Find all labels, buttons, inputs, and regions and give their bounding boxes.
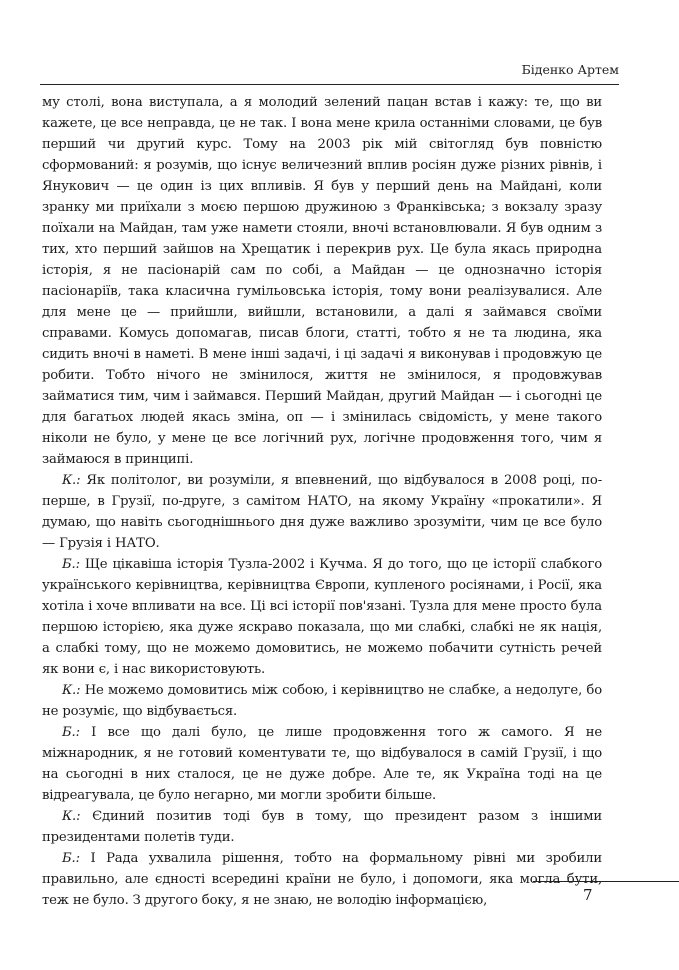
speaker-label: К.: xyxy=(62,809,81,824)
paragraph-text: І все що далі було, це лише продовження того ж самого. Я не міжнародник, я не готовий коментувати те, що відбувалося в самій Грузії, і що на сьогодні в них сталося, це не дуже добре. Але те, як Україна тоді на це відреагувала, це було негарно, ми могли зробити більше. xyxy=(42,725,602,803)
speaker-label: К.: xyxy=(62,683,81,698)
paragraph-text: му столі, вона виступала, а я молодий зелений пацан встав і кажу: те, що ви кажете, це все неправда, це не так. І вона мене крила останніми словами, це був перший чи другий курс. Тому на 2003 рік мій світогляд був повністю сформований: я розумів, що існує величезний вплив росіян дуже різних рівнів, і Янукович — це один із цих впливів. Я був у перший день на Майдані, коли зранку ми приїхали з моєю першою дружиною з Франківська; з вокзалу зразу поїхали на Майдан, там уже намети стояли, вночі встановлювали. Я був одним з тих, хто перший зайшов на Хрещатик і перекрив рух. Це була якась природна історія, я не пасіонарій сам по собі, а Майдан — це однозначно історія пасіонаріїв, така класична гумільовська історія, тому вони реалізувалися. Але для мене це — прийшли, вийшли, встановили, а далі я займався своїми справами. Комусь допомагав, писав блоги, статті, тобто я не та людина, яка сидить вночі в наметі. В мене інші задачі, і ці задачі я виконував і продовжую це робити. Тобто нічого не змінилося, життя не змінилося, я продовжував займатися тим, чим і займався. Перший Майдан, другий Майдан — і сьогодні це для багатьох людей якась зміна, оп — і змінилась свідомість, у мене такого ніколи не було, у мене це все логічний рух, логічне продовження того, чим я займаюся в принципі. xyxy=(42,95,602,467)
paragraph xyxy=(42,848,602,911)
paragraph xyxy=(42,470,602,554)
paragraph xyxy=(42,806,602,848)
footer-rule xyxy=(533,881,679,882)
paragraph-text: І Рада ухвалила рішення, тобто на формальному рівні ми зробили правильно, але єдності всередині країни не було, і допомоги, яка могла бути, теж не було. З другого боку, я не знаю, не володію інформацією, xyxy=(42,851,602,908)
speaker-label: К.: xyxy=(62,473,81,488)
header-author: Біденко Артем xyxy=(521,62,619,77)
paragraph-text: Ще цікавіша історія Тузла-2002 і Кучма. Я до того, що це історії слабкого українського керівництва, керівництва Європи, купленого росіянами, і Росії, яка хотіла і хоче впливати на все. Ці всі історії пов'язані. Тузла для мене просто була першою історією, яка дуже яскраво показала, що ми слабкі, слабкі не як нація, а слабкі тому, що не можемо домовитись, не можемо побачити сутність речей як вони є, і нас використовують. xyxy=(42,557,603,677)
body-text xyxy=(42,92,602,911)
paragraph xyxy=(42,722,602,806)
speaker-label: Б.: xyxy=(62,725,80,740)
paragraph xyxy=(42,92,602,470)
paragraph-text: Єдиний позитив тоді був в тому, що президент разом з іншими президентами полетів туди. xyxy=(42,809,602,845)
speaker-label: Б.: xyxy=(62,851,80,866)
paragraph xyxy=(42,554,602,680)
paragraph-text: Як політолог, ви розуміли, я впевнений, що відбувалося в 2008 році, по-перше, в Грузії, по-друге, з самітом НАТО, на якому Україну «прокатили». Я думаю, що навіть сьогоднішнього дня дуже важливо зрозуміти, чим це все було — Грузія і НАТО. xyxy=(42,473,602,551)
paragraph xyxy=(42,680,602,722)
running-header xyxy=(40,58,619,85)
speaker-label: Б.: xyxy=(62,557,80,572)
paragraph-text: Не можемо домовитись між собою, і керівництво не слабке, а недолуге, бо не розуміє, що відбувається. xyxy=(42,683,602,719)
page-number: 7 xyxy=(583,886,593,904)
